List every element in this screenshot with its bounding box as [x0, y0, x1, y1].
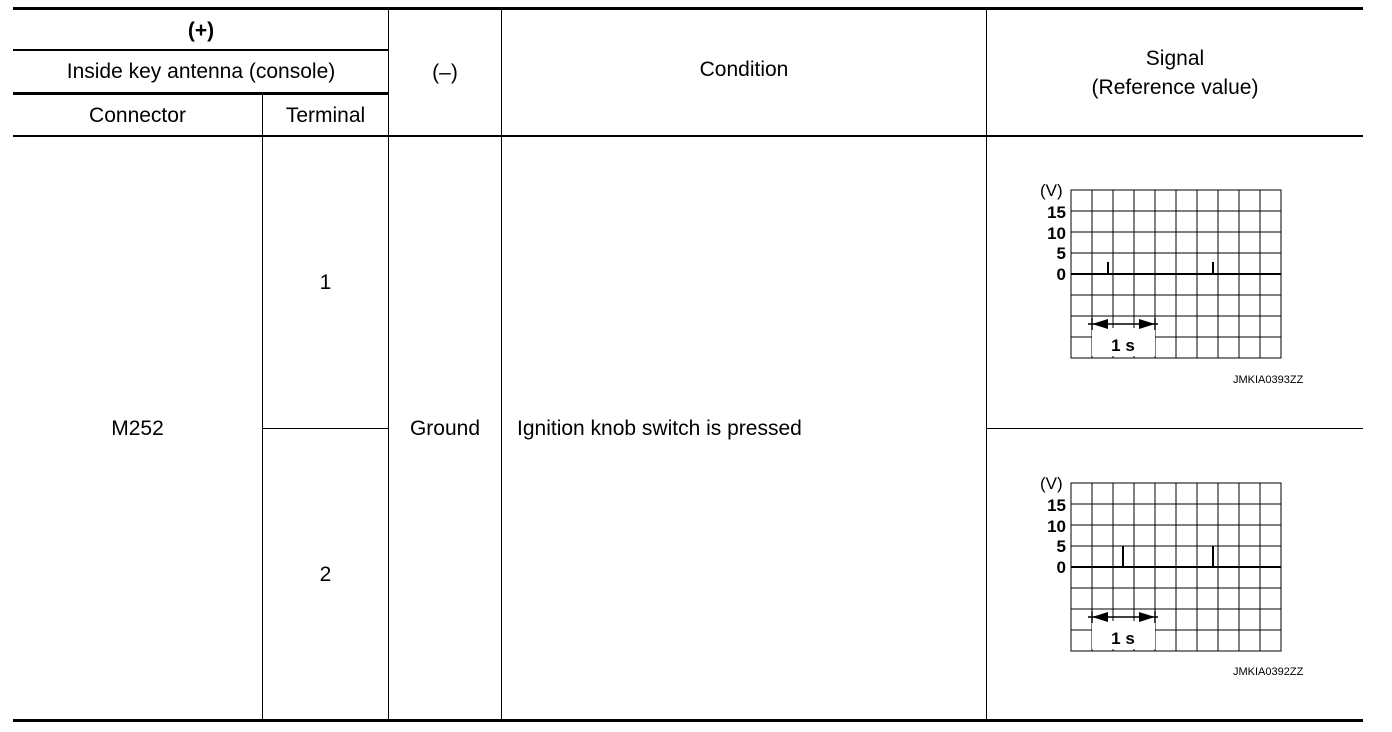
waveform-time-label: 1 s	[1111, 336, 1135, 355]
waveform-chart-terminal-2	[1030, 471, 1300, 656]
time-span-arrow	[1139, 319, 1155, 329]
waveform-unit-label: (V)	[1040, 181, 1063, 200]
waveform-time-label: 1 s	[1111, 629, 1135, 648]
header-connector: Connector	[89, 103, 186, 127]
waveform-y-tick: 15	[1047, 496, 1066, 515]
ground-value: Ground	[409, 416, 481, 440]
waveform-code-2: JMKIA0392ZZ	[1233, 666, 1304, 678]
waveform-y-tick: 0	[1056, 265, 1066, 284]
time-span-arrow	[1139, 612, 1155, 622]
header-plus: (+)	[187, 18, 215, 42]
waveform-unit-label: (V)	[1040, 474, 1063, 493]
waveform-y-tick: 0	[1056, 558, 1066, 577]
header-terminal: Terminal	[285, 103, 366, 127]
time-span-arrow	[1092, 319, 1108, 329]
bottom-border	[13, 719, 1363, 722]
signal-divider	[987, 428, 1363, 429]
waveform-code-1: JMKIA0393ZZ	[1233, 374, 1304, 386]
waveform-chart-terminal-1	[1030, 178, 1300, 363]
header-condition: Condition	[699, 57, 789, 81]
waveform-y-tick: 5	[1056, 537, 1066, 556]
waveform-y-tick: 5	[1056, 244, 1066, 263]
time-span-arrow	[1092, 612, 1108, 622]
header-minus: (–)	[432, 61, 458, 84]
waveform-y-tick: 10	[1047, 517, 1066, 536]
header-antenna: Inside key antenna (console)	[66, 60, 336, 83]
terminal-1-value: 1	[319, 271, 332, 294]
header-signal	[987, 10, 1363, 135]
waveform-y-tick: 15	[1047, 203, 1066, 222]
connector-value: M252	[111, 416, 164, 440]
condition-value: Ignition knob switch is pressed	[517, 416, 802, 440]
terminal-2-value: 2	[319, 562, 332, 586]
header-signal-line1: Signal	[1145, 46, 1205, 70]
header-signal-line2: (Reference value)	[1091, 75, 1259, 99]
waveform-y-tick: 10	[1047, 224, 1066, 243]
